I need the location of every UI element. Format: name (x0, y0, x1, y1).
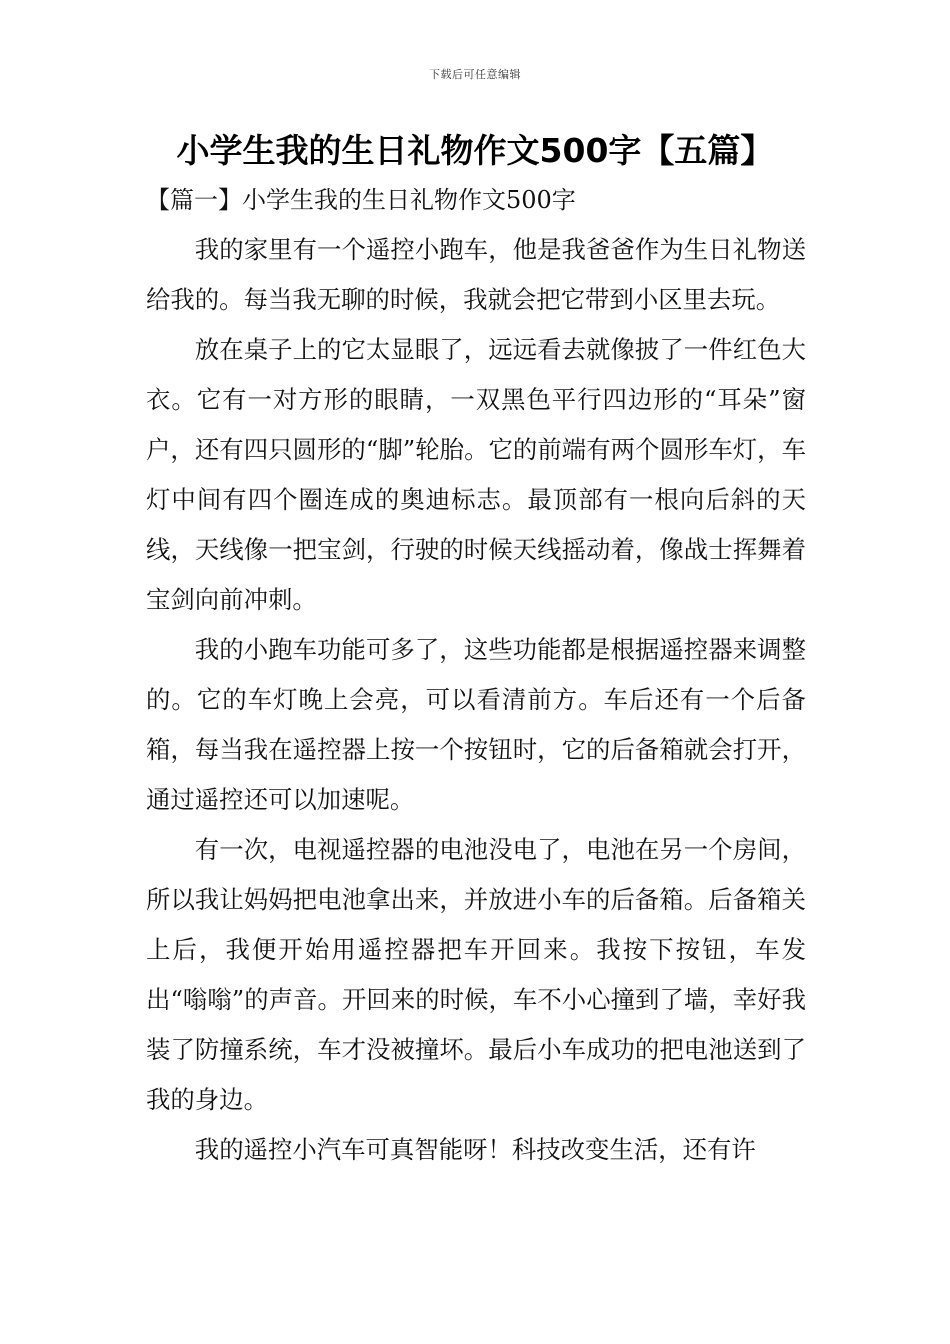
paragraph: 我的小跑车功能可多了，这些功能都是根据遥控器来调整的。它的车灯晚上会亮，可以看清前方。车后还有一个后备箱，每当我在遥控器上按一个按钮时，它的后备箱就会打开，通过遥控还可以加速呢。 (146, 635, 806, 814)
paragraph: 我的遥控小汽车可真智能呀！科技改变生活，还有许 (194, 1135, 756, 1164)
paragraph: 我的家里有一个遥控小跑车，他是我爸爸作为生日礼物送给我的。每当我无聊的时候，我就会把它带到小区里去玩。 (146, 235, 806, 314)
section-heading: 【篇一】小学生我的生日礼物作文500字 (146, 186, 576, 214)
paragraph: 有一次，电视遥控器的电池没电了，电池在另一个房间，所以我让妈妈把电池拿出来，并放进小车的后备箱。后备箱关上后，我便开始用遥控器把车开回来。我按下按钮，车发出“嗡嗡”的声音。开回来的时候，车不小心撞到了墙，幸好我装了防撞系统，车才没被撞坏。最后小车成功的把电池送到了我的身边。 (146, 835, 806, 1114)
document-title: 小学生我的生日礼物作文500字【五篇】 (176, 131, 774, 170)
header-note: 下载后可任意编辑 (429, 68, 521, 81)
essay-body (146, 225, 806, 1175)
paragraph: 放在桌子上的它太显眼了，远远看去就像披了一件红色大衣。它有一对方形的眼睛，一双黑色平行四边形的“耳朵”窗户，还有四只圆形的“脚”轮胎。它的前端有两个圆形车灯，车灯中间有四个圈连成的奥迪标志。最顶部有一根向后斜的天线，天线像一把宝剑，行驶的时候天线摇动着，像战士挥舞着宝剑向前冲刺。 (146, 335, 806, 614)
